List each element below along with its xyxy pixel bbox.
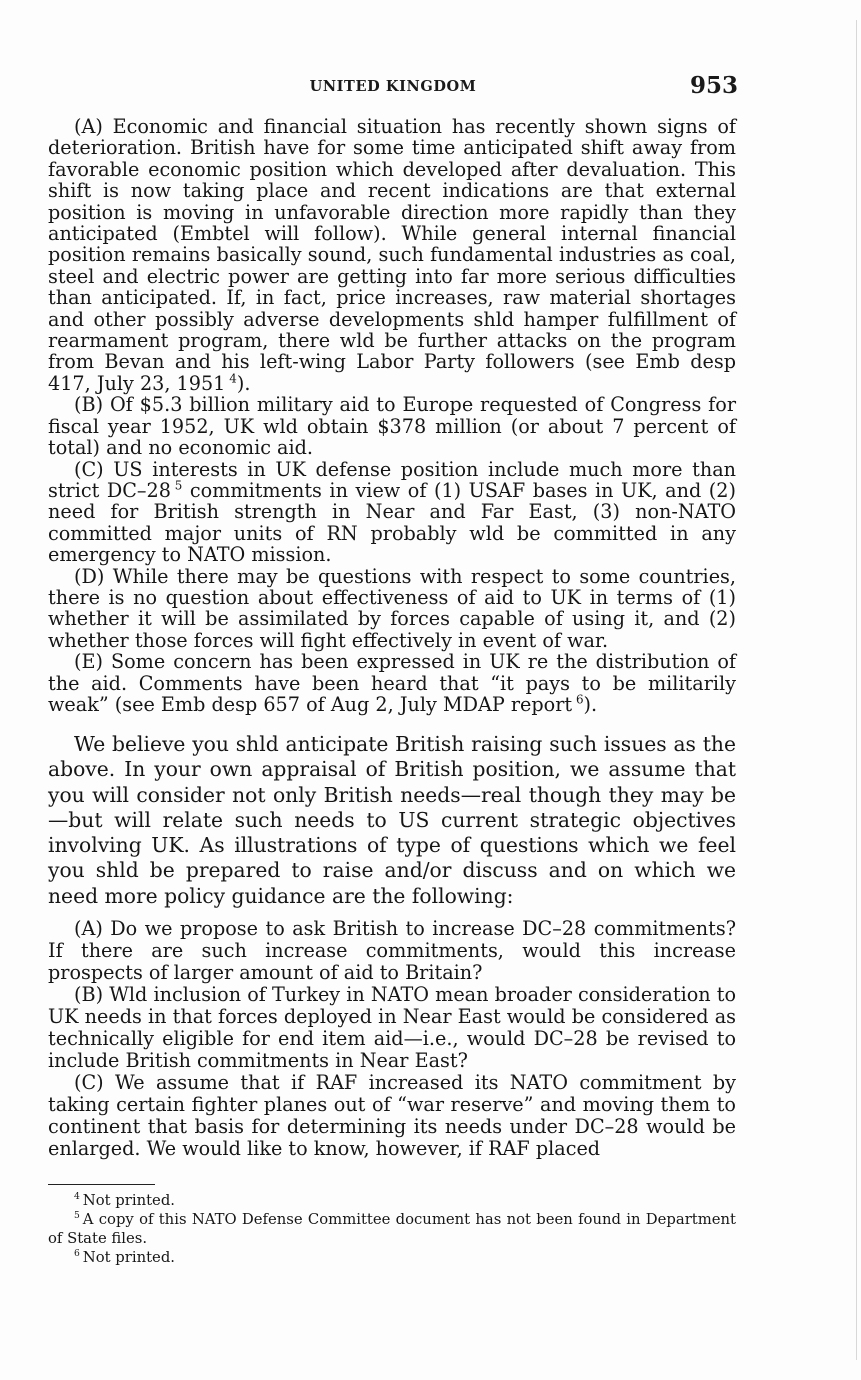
footnote-mark: 6: [74, 1248, 80, 1260]
footnote-5: [48, 1210, 736, 1248]
appraisal-paragraph: We believe you shld anticipate British raising such issues as the above. In your own appraisal of British position, we assume that you will consider not only British needs—real though they may be—but will relate such needs to US current strategic objectives involving UK. As illustrations of type of questions which we feel you shld be prepared to raise and/or discuss and on which we need more policy guidance are the following:: [48, 732, 736, 908]
appraisal-section: [48, 732, 736, 909]
footnote-ref: 5: [174, 478, 183, 493]
paragraph-tail: ).: [236, 371, 251, 395]
question-paragraph-b: (B) Wld inclusion of Turkey in NATO mean broader consideration to UK needs in that forces deployed in Near East would be considered as technically eligible for end item aid—i.e., would DC–28 be revised to include British commitments in Near East?: [48, 983, 736, 1072]
footnote-ref: 6: [575, 692, 584, 707]
page-number: 953: [689, 72, 738, 99]
issue-paragraph-d: [48, 566, 736, 652]
paragraph-text: (E) Some concern has been expressed in UK re the distribution of the aid. Comments have been heard that “it pays to be militarily weak” (see Emb desp 657 of Aug 2, July MDAP report: [48, 650, 736, 716]
paragraph-text: (C) US interests in UK defense position include much more than strict DC–28: [48, 457, 736, 502]
issues-list: [48, 116, 736, 715]
footnote-divider: [48, 1184, 155, 1185]
issue-paragraph-a: [48, 116, 736, 394]
paragraph-text: (D) While there may be questions with respect to some countries, there is no question about effectiveness of aid to UK in terms of (1) whether it will be assimilated by forces capable of using it, and (2) whether those forces will fight effectively in event of war.: [48, 564, 736, 652]
footnote-text: A copy of this NATO Defense Committee document has not been found in Department of State files.: [48, 1211, 736, 1247]
page-edge-shadow: [856, 20, 857, 1360]
issue-paragraph-e: [48, 651, 736, 715]
footnote-ref: 4: [229, 371, 237, 386]
question-paragraph-c: (C) We assume that if RAF increased its NATO commitment by taking certain fighter planes out of “war reserve” and moving them to continent that basis for determining its needs under DC–28 would be enlarged. We would like to know, however, if RAF placed: [48, 1071, 736, 1160]
footnote-text: Not printed.: [82, 1249, 175, 1266]
footnote-mark: 5: [74, 1210, 80, 1222]
footnotes: [48, 1191, 736, 1267]
issue-paragraph-c: [48, 459, 736, 566]
footnote-6: [48, 1248, 736, 1267]
running-head: [48, 72, 738, 102]
question-paragraph-a: (A) Do we propose to ask British to increase DC–28 commitments? If there are such increase commitments, would this increase prospects of larger amount of aid to Britain?: [48, 917, 736, 984]
running-title: UNITED KINGDOM: [309, 78, 477, 95]
footnote-text: Not printed.: [82, 1192, 175, 1209]
footnote-4: [48, 1191, 736, 1210]
issue-paragraph-b: [48, 394, 736, 458]
paragraph-text: (B) Of $5.3 billion military aid to Europe requested of Congress for fiscal year 1952, UK wld obtain $378 million (or about 7 percent of total) and no economic aid.: [48, 393, 736, 460]
questions-list: [48, 918, 736, 1160]
paragraph-tail: commitments in view of (1) USAF bases in UK, and (2) need for British strength in Near and Far East, (3) non-NATO committed major units of RN probably wld be committed in any emergency to NATO mission.: [48, 478, 736, 567]
paragraph-text: (A) Economic and financial situation has recently shown signs of deterioration. British have for some time anticipated shift away from favorable economic position which developed after devaluation. This shift is now taking place and recent indications are that external position is moving in unfavorable direction more rapidly than they anticipated (Embtel will follow). While general internal financial position remains basically sound, such fundamental industries as coal, steel and electric power are getting into far more serious difficulties than anticipated. If, in fact, price increases, raw material shortages and other possibly adverse developments shld hamper fulfillment of rearmament program, there wld be further attacks on the program from Bevan and his left-wing Labor Party followers (see Emb desp 417, July 23, 1951: [48, 115, 736, 395]
paragraph-tail: ).: [583, 692, 598, 716]
footnote-mark: 4: [74, 1191, 80, 1203]
